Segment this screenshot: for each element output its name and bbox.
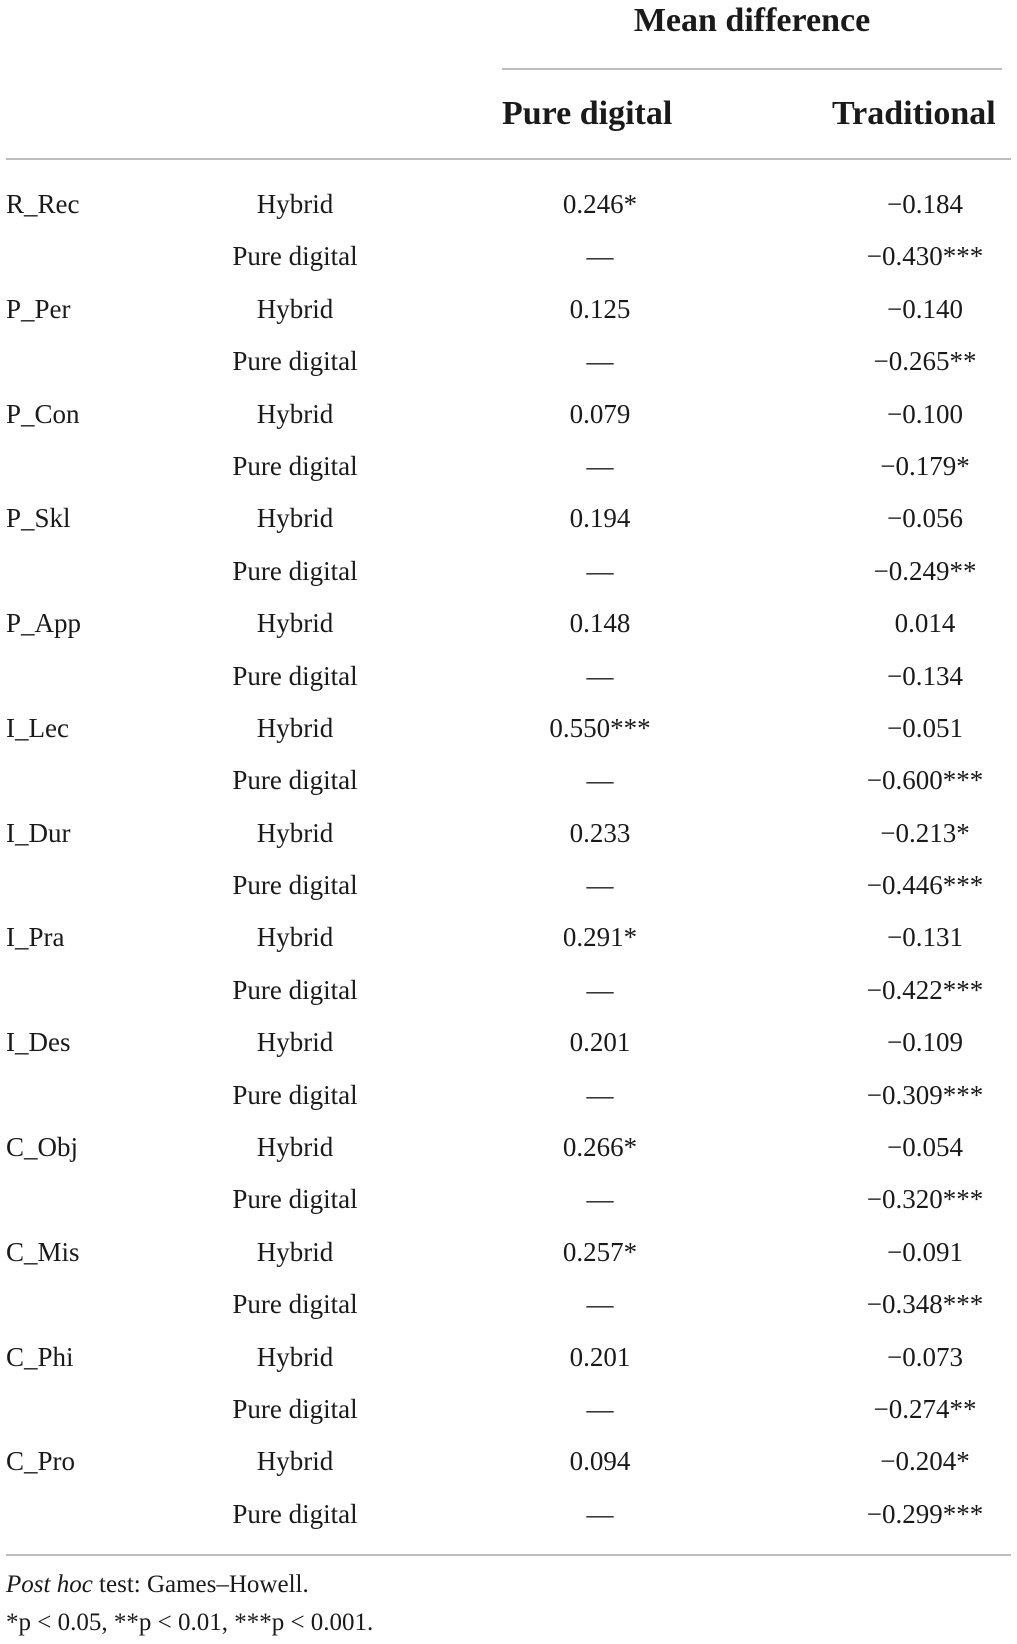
pure-digital-value: — xyxy=(586,1289,614,1320)
pure-digital-value: 0.246* xyxy=(562,189,638,219)
traditional-value: −0.179* xyxy=(880,450,970,481)
table-row xyxy=(0,1278,1017,1330)
traditional-value: −0.309*** xyxy=(866,1079,984,1110)
mean-difference-heading: Mean difference xyxy=(633,2,871,39)
traditional-value: −0.134 xyxy=(887,660,963,691)
column-header-pure-digital: Pure digital xyxy=(502,95,673,132)
table-row xyxy=(0,1173,1017,1225)
pure-digital-value: — xyxy=(586,765,614,796)
traditional-value: −0.213* xyxy=(880,817,970,848)
table-footnotes xyxy=(6,1566,1006,1642)
table-row xyxy=(0,597,1017,649)
group-cell: Pure digital xyxy=(232,450,358,481)
group-cell: Pure digital xyxy=(232,660,358,691)
posthoc-italic: Post hoc xyxy=(6,1571,93,1598)
traditional-value: −0.446*** xyxy=(866,870,984,901)
group-cell: Hybrid xyxy=(256,608,334,639)
group-cell: Hybrid xyxy=(256,398,334,429)
table-row xyxy=(0,230,1017,282)
pure-digital-value: — xyxy=(586,660,614,691)
table-row xyxy=(0,702,1017,754)
pure-digital-value: 0.148 xyxy=(569,608,631,639)
group-cell: Pure digital xyxy=(232,1498,358,1529)
traditional-value: −0.100 xyxy=(887,398,963,429)
traditional-value: −0.274** xyxy=(873,1393,977,1424)
group-cell: Hybrid xyxy=(256,503,334,534)
pure-digital-value: 0.291* xyxy=(562,922,638,953)
pure-digital-value: — xyxy=(586,870,614,901)
table-row xyxy=(0,911,1017,963)
pure-digital-value: — xyxy=(586,974,614,1005)
significance-note: *p < 0.05, **p < 0.01, ***p < 0.001. xyxy=(6,1609,374,1636)
table-row xyxy=(0,650,1017,702)
pure-digital-value: — xyxy=(586,450,614,481)
pure-digital-value: — xyxy=(586,1184,614,1215)
group-cell: Hybrid xyxy=(256,189,334,219)
posthoc-note xyxy=(6,1566,1006,1604)
traditional-value: −0.249** xyxy=(873,555,977,586)
variable-cell: P_App xyxy=(6,608,82,639)
variable-cell: P_Skl xyxy=(6,503,71,534)
group-cell: Pure digital xyxy=(232,555,358,586)
table-row xyxy=(0,440,1017,492)
posthoc-text: test: Games–Howell. xyxy=(92,1571,309,1598)
table-row xyxy=(0,1383,1017,1435)
pure-digital-value: 0.257* xyxy=(562,1236,638,1267)
table-row xyxy=(0,1069,1017,1121)
group-cell: Hybrid xyxy=(256,1446,334,1477)
table-row xyxy=(0,492,1017,544)
variable-cell: P_Con xyxy=(6,398,80,429)
variable-cell: I_Dur xyxy=(6,817,71,848)
group-cell: Hybrid xyxy=(256,1132,334,1163)
traditional-value: −0.073 xyxy=(887,1341,963,1372)
group-cell: Pure digital xyxy=(232,974,358,1005)
table-row xyxy=(0,1121,1017,1173)
variable-cell: I_Des xyxy=(6,1027,71,1058)
pure-digital-value: — xyxy=(586,241,614,272)
pure-digital-value: 0.079 xyxy=(569,398,631,429)
table-row xyxy=(0,388,1017,440)
pure-digital-value: 0.233 xyxy=(569,817,631,848)
group-cell: Hybrid xyxy=(256,712,334,743)
traditional-value: −0.091 xyxy=(887,1236,963,1267)
traditional-value: −0.265** xyxy=(873,346,977,377)
traditional-value: −0.056 xyxy=(887,503,963,534)
table-body xyxy=(0,178,1017,1540)
group-cell: Hybrid xyxy=(256,1341,334,1372)
table-row xyxy=(0,1226,1017,1278)
table-row xyxy=(0,807,1017,859)
pure-digital-value: 0.201 xyxy=(569,1027,631,1058)
group-cell: Pure digital xyxy=(232,870,358,901)
traditional-value: 0.014 xyxy=(894,608,956,639)
variable-cell: C_Pro xyxy=(6,1446,76,1477)
group-cell: Hybrid xyxy=(256,1027,334,1058)
pure-digital-value: — xyxy=(586,346,614,377)
table-row xyxy=(0,545,1017,597)
table-row xyxy=(0,754,1017,806)
table-row xyxy=(0,859,1017,911)
traditional-value: −0.320*** xyxy=(866,1184,984,1215)
column-header-traditional: Traditional xyxy=(832,95,996,132)
group-cell: Pure digital xyxy=(232,765,358,796)
table-row xyxy=(0,1435,1017,1487)
pure-digital-value: — xyxy=(586,1393,614,1424)
table-row xyxy=(0,1331,1017,1383)
group-cell: Hybrid xyxy=(256,817,334,848)
pure-digital-value: 0.194 xyxy=(569,503,631,534)
traditional-value: −0.430*** xyxy=(866,241,984,272)
traditional-value: −0.109 xyxy=(887,1027,963,1058)
traditional-value: −0.299*** xyxy=(866,1498,984,1529)
group-cell: Pure digital xyxy=(232,241,358,272)
pure-digital-value: 0.125 xyxy=(569,293,631,324)
table-row xyxy=(0,1488,1017,1540)
variable-cell: I_Lec xyxy=(6,712,69,743)
group-cell: Pure digital xyxy=(232,1184,358,1215)
header-bottom-rule xyxy=(6,158,1011,160)
variable-cell: C_Phi xyxy=(6,1341,74,1372)
group-cell: Pure digital xyxy=(232,346,358,377)
variable-cell: C_Obj xyxy=(6,1132,79,1163)
variable-cell: I_Pra xyxy=(6,922,65,953)
pure-digital-value: 0.550*** xyxy=(549,712,651,743)
group-cell: Hybrid xyxy=(256,293,334,324)
group-heading-rule xyxy=(502,68,1002,70)
table-bottom-rule xyxy=(6,1554,1011,1556)
table-row xyxy=(0,335,1017,387)
table-row xyxy=(0,283,1017,335)
group-cell: Pure digital xyxy=(232,1079,358,1110)
traditional-value: −0.204* xyxy=(880,1446,970,1477)
group-cell: Hybrid xyxy=(256,1236,334,1267)
pure-digital-value: 0.201 xyxy=(569,1341,631,1372)
pure-digital-value: 0.266* xyxy=(562,1132,638,1163)
traditional-value: −0.422*** xyxy=(866,974,984,1005)
group-cell: Hybrid xyxy=(256,922,334,953)
traditional-value: −0.348*** xyxy=(866,1289,984,1320)
table-row xyxy=(0,1016,1017,1068)
pure-digital-value: — xyxy=(586,1079,614,1110)
traditional-value: −0.600*** xyxy=(866,765,984,796)
variable-cell: C_Mis xyxy=(6,1236,80,1267)
traditional-value: −0.051 xyxy=(887,712,963,743)
traditional-value: −0.140 xyxy=(887,293,963,324)
pure-digital-value: — xyxy=(586,555,614,586)
table-row xyxy=(0,964,1017,1016)
group-cell: Pure digital xyxy=(232,1393,358,1424)
variable-cell: R_Rec xyxy=(6,189,80,219)
traditional-value: −0.054 xyxy=(887,1132,963,1163)
pure-digital-value: 0.094 xyxy=(569,1446,631,1477)
table-row xyxy=(0,178,1017,230)
variable-cell: P_Per xyxy=(6,293,71,324)
group-cell: Pure digital xyxy=(232,1289,358,1320)
pure-digital-value: — xyxy=(586,1498,614,1529)
traditional-value: −0.131 xyxy=(887,922,963,953)
traditional-value: −0.184 xyxy=(887,189,963,219)
